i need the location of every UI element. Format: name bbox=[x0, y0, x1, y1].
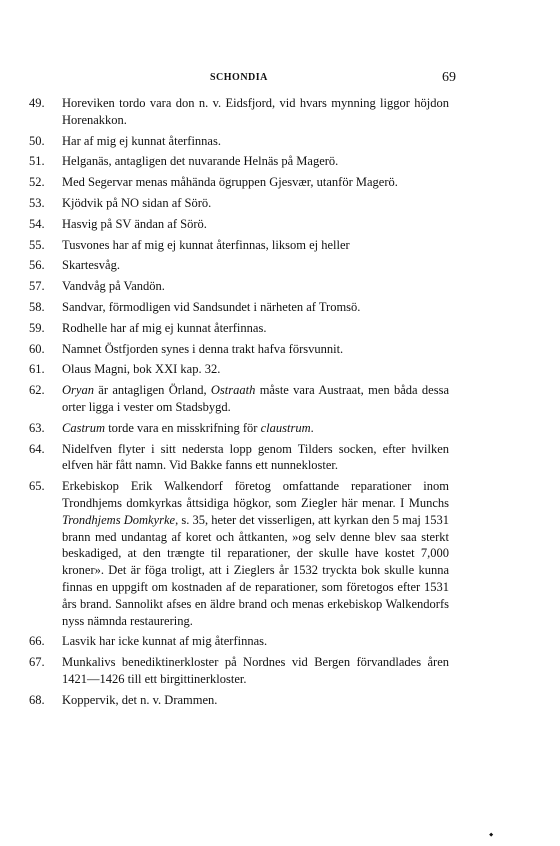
footnote-number: 52. bbox=[29, 175, 45, 190]
footnote-number: 50. bbox=[29, 133, 45, 148]
footnote-number: 51. bbox=[29, 154, 45, 169]
footnote-text: Horeviken tordo vara don n. v. Eidsfjord, vid hvars mynning liggor höjdon Horenakkon. bbox=[62, 96, 449, 127]
footnote-text: Helganäs, antagligen det nuvarande Helnäs på Magerö. bbox=[62, 154, 339, 169]
footnote-entry bbox=[29, 95, 449, 129]
footnote-entry bbox=[29, 257, 449, 274]
footnote-entry bbox=[29, 654, 449, 688]
footnote-text: Koppervik, det n. v. Drammen. bbox=[62, 692, 218, 707]
footnote-number: 49. bbox=[29, 96, 45, 110]
footnote-entry bbox=[29, 133, 449, 150]
footnote-number: 55. bbox=[29, 237, 45, 252]
footnote-number: 53. bbox=[29, 195, 45, 210]
footnote-text: Tusvones har af mig ej kunnat återfinnas, liksom ej heller bbox=[62, 237, 350, 252]
footnote-entry bbox=[29, 195, 449, 212]
footnote-text: Oryan är antagligen Örland, Ostraath måste vara Austraat, men båda dessa orter ligga i vester om Stadsbygd. bbox=[62, 383, 450, 414]
footnote-entry bbox=[29, 174, 449, 191]
footnote-entry bbox=[29, 278, 449, 295]
footnote-text: Kjödvik på NO sidan af Sörö. bbox=[62, 195, 212, 210]
footnote-entry bbox=[29, 441, 449, 475]
footnote-number: 60. bbox=[29, 341, 45, 356]
footnote-entry bbox=[29, 420, 449, 437]
footnote-entry bbox=[29, 692, 449, 709]
footnote-text: Sandvar, förmodligen vid Sandsundet i närheten af Tromsö. bbox=[62, 299, 361, 314]
footnote-text: Med Segervar menas måhända ögruppen Gjesvær, utanför Magerö. bbox=[62, 175, 398, 190]
footnote-text: Erkebiskop Erik Walkendorf företog omfattande reparationer inom Trondhjems domkyrkas åttsidiga högkor, som Ziegler här menar. I Munchs Trondhjems Domkyrke, s. 35, heter det visserligen, att kyrkan den 5 maj 1531 brann med undantag af koret och åttkanten, »og selv denne blev saa sterkt beskadiged, at den trængte til reparationer, der skulle have kostet 7,000 kroner». Det är föga troligt, att i Zieglers år 1532 tryckta bok skulle kunna finnas en uppgift om kostnaden af de reparationer, som företogos efter 1531 års brand. Sannolikt afses en äldre brand och menas erkebiskop Walkendorfs nyss nämnda restaurering. bbox=[62, 479, 450, 628]
footnote-entry bbox=[29, 382, 449, 416]
footnote-number: 56. bbox=[29, 258, 45, 273]
footnote-number: 59. bbox=[29, 320, 45, 335]
footnote-entry bbox=[29, 320, 449, 337]
footnote-number: 58. bbox=[29, 299, 45, 314]
footnote-number: 61. bbox=[29, 362, 45, 377]
footnote-text: Lasvik har icke kunnat af mig återfinnas. bbox=[62, 634, 268, 649]
footnote-number: 67. bbox=[29, 655, 45, 670]
printer-mark: ⬩ bbox=[489, 827, 494, 841]
footnote-number: 64. bbox=[29, 441, 45, 456]
page-number: 69 bbox=[442, 70, 456, 85]
footnote-text: Rodhelle har af mig ej kunnat återfinnas. bbox=[62, 320, 267, 335]
footnote-text: Nidelfven flyter i sitt nedersta lopp genom Tilders socken, efter hvilken elfven här fått namn. Vid Bakke fanns ett nunnekloster. bbox=[62, 441, 449, 473]
footnote-number: 66. bbox=[29, 634, 45, 649]
footnote-number: 62. bbox=[29, 383, 45, 398]
page-header bbox=[60, 70, 456, 90]
footnote-entry bbox=[29, 237, 449, 254]
footnote-entry bbox=[29, 361, 449, 378]
footnote-text: Munkalivs benediktinerkloster på Nordnes vid Bergen förvandlades åren 1421—1426 till ett birgittinerkloster. bbox=[62, 655, 449, 686]
footnote-text: Vandvåg på Vandön. bbox=[62, 279, 165, 294]
footnote-number: 65. bbox=[29, 479, 45, 494]
footnote-entry bbox=[29, 341, 449, 358]
footnote-number: 68. bbox=[29, 692, 45, 707]
footnote-number: 63. bbox=[29, 420, 45, 435]
footnote-text: Har af mig ej kunnat återfinnas. bbox=[62, 133, 221, 148]
footnote-entry bbox=[29, 153, 449, 170]
footnote-number: 57. bbox=[29, 279, 45, 294]
footnote-text: Skartesvåg. bbox=[62, 258, 120, 273]
footnote-entry bbox=[29, 633, 449, 650]
footnote-text: Namnet Östfjorden synes i denna trakt hafva försvunnit. bbox=[62, 341, 344, 356]
running-head: SCHONDIA bbox=[210, 72, 268, 83]
footnote-entry bbox=[29, 478, 449, 629]
footnote-text: Hasvig på SV ändan af Sörö. bbox=[62, 216, 207, 231]
footnote-entry bbox=[29, 299, 449, 316]
footnote-list bbox=[29, 95, 449, 713]
footnote-number: 54. bbox=[29, 216, 45, 231]
footnote-text: Olaus Magni, bok XXI kap. 32. bbox=[62, 362, 221, 377]
footnote-entry bbox=[29, 216, 449, 233]
footnote-text: Castrum torde vara en misskrifning för claustrum. bbox=[62, 420, 314, 435]
